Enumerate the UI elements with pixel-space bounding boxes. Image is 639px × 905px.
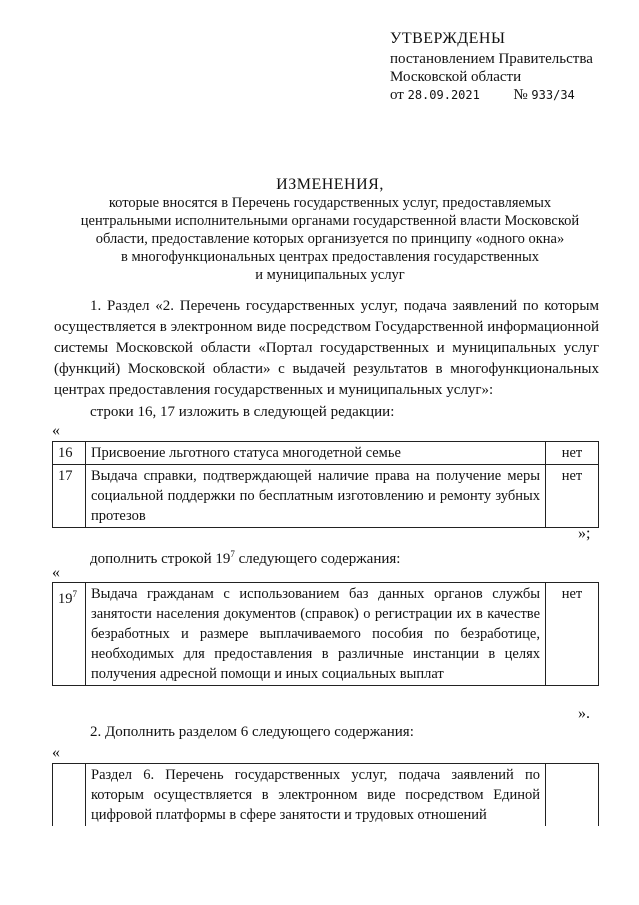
- add-row-instruction: [90, 544, 400, 570]
- table-row: [53, 442, 599, 465]
- row-number: 16: [53, 442, 86, 465]
- row-value: нет: [546, 442, 599, 465]
- add-instruction-sup: 7: [230, 549, 235, 559]
- approval-date: 28.09.2021: [407, 88, 480, 102]
- heading-title: ИЗМЕНЕНИЯ,: [276, 176, 384, 193]
- approval-number: 933/34: [531, 88, 575, 102]
- table-rows-16-17: [52, 441, 599, 528]
- row-value: нет: [546, 583, 599, 686]
- heading-line1: которые вносятся в Перечень государственных услуг, предоставляемых: [108, 195, 552, 211]
- approval-line1: постановлением Правительства: [390, 51, 593, 67]
- number-prefix: №: [513, 87, 528, 103]
- row-number: 17: [53, 465, 86, 528]
- approval-line2: Московской области: [390, 69, 522, 85]
- row-text: Присвоение льготного статуса многодетной семье: [86, 442, 546, 465]
- add-instruction-end: следующего содержания:: [234, 551, 401, 567]
- row-value: нет: [546, 465, 599, 528]
- open-quote-3: «: [52, 744, 60, 761]
- heading-line2: центральными исполнительными органами государственной власти Московской: [80, 213, 580, 229]
- open-quote-2: «: [52, 564, 60, 581]
- row-value-empty: [546, 764, 599, 827]
- document-heading: [40, 176, 620, 284]
- approval-date-line: [390, 86, 593, 104]
- approval-title: УТВЕРЖДЕНЫ: [390, 30, 506, 47]
- close-quote-2: ».: [578, 705, 590, 722]
- table-row: [53, 583, 599, 686]
- section1-text: 1. Раздел «2. Перечень государственных услуг, подача заявлений по которым осуществляется в электронном виде посредством Государственной информационной системы Московской области «Портал государственных и муниципальных услуг (функций) Московской области» с выдачей результатов в многофункциональных центрах предоставления государственных и муниципальных услуг»:: [54, 298, 599, 398]
- section1-paragraph: [54, 296, 599, 401]
- add-instruction-text: дополнить строкой 19: [90, 551, 231, 567]
- row-text: Выдача справки, подтверждающей наличие права на получение меры социальной поддержки по бесплатным изготовлению и ремонту зубных протезов: [86, 465, 546, 528]
- row-number-empty: [53, 764, 86, 827]
- date-prefix: от: [390, 87, 404, 103]
- approval-block: [390, 30, 593, 104]
- row-number-main: 19: [58, 590, 73, 607]
- row-number-sup: 7: [72, 589, 77, 599]
- row-text: Выдача гражданам с использованием баз данных органов службы занятости населения документов (справок) о регистрации их в качестве безработных и размере выплачиваемого пособия по безработице, необходимых для предоставления в различные инстанции в целях получения адресной помощи и иных социальных выплат: [86, 583, 546, 686]
- open-quote: «: [52, 422, 60, 439]
- heading-line5: и муниципальных услуг: [255, 267, 405, 283]
- section2-instruction: 2. Дополнить разделом 6 следующего содержания:: [90, 724, 414, 740]
- table-row: [53, 465, 599, 528]
- close-quote: »;: [578, 525, 591, 542]
- heading-line4: в многофункциональных центрах предоставления государственных: [120, 249, 540, 265]
- row-number: [53, 583, 86, 686]
- table-row-19-7: [52, 582, 599, 686]
- table-section-6: [52, 763, 599, 826]
- table-row: [53, 764, 599, 827]
- row-text: Раздел 6. Перечень государственных услуг, подача заявлений по которым осуществляется в электронном виде посредством Единой цифровой платформы в сфере занятости и трудовых отношений: [86, 764, 546, 827]
- heading-line3: области, предоставление которых организуется по принципу «одного окна»: [95, 231, 565, 247]
- section1-instruction: строки 16, 17 изложить в следующей редакции:: [90, 404, 395, 420]
